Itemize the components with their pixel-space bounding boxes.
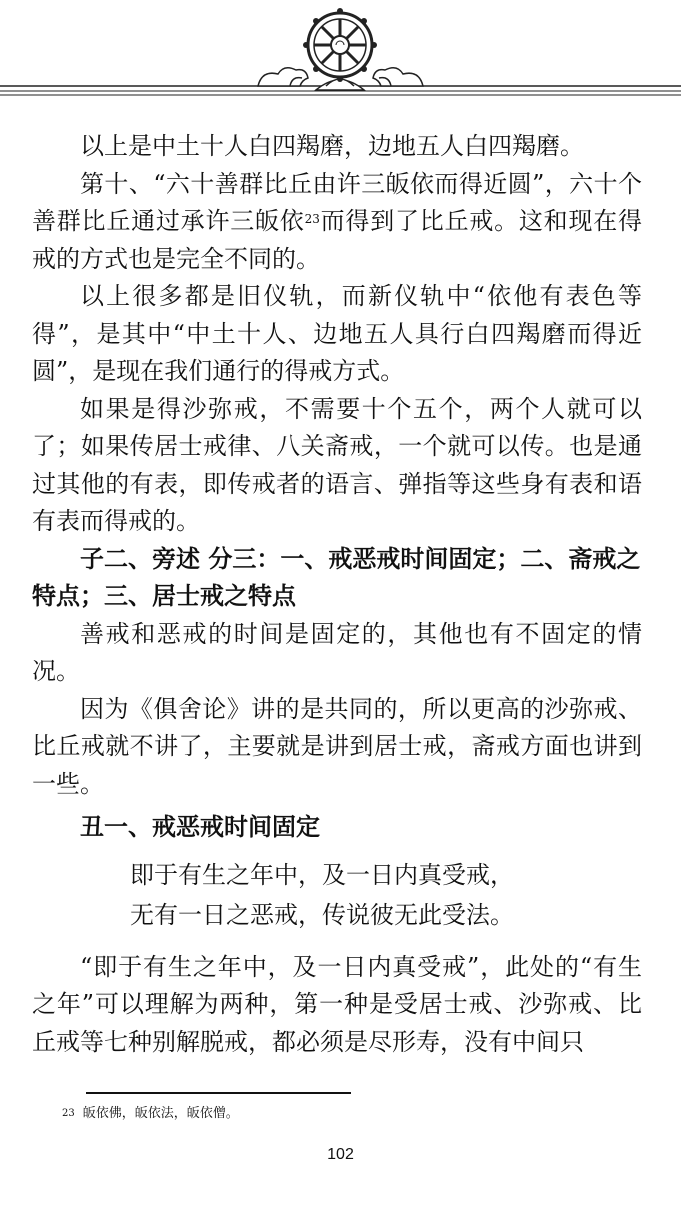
verse-line-2: 无有一日之恶戒，传说彼无此受法。 <box>130 900 514 929</box>
page-body <box>32 128 642 1061</box>
paragraph-7: “即于有生之年中，及一日内真受戒”，此处的“有生之年”可以理解为两种，第一种是受居士戒、沙弥戒、比丘戒等七种别解脱戒，都必须是尽形寿，没有中间只 <box>32 952 642 1056</box>
footnote <box>62 1104 239 1124</box>
page-number: 102 <box>327 1146 354 1163</box>
sub-heading: 丑一、戒恶戒时间固定 <box>80 813 320 841</box>
dharma-wheel-ornament <box>0 0 681 110</box>
paragraph-4: 如果是得沙弥戒，不需要十个五个，两个人就可以了；如果传居士戒律、八关斋戒，一个就可以传。也是通过其他的有表，即传戒者的语言、弹指等这些身有表和语有表而得戒的。 <box>32 394 642 535</box>
section-heading: 子二、旁述 分三：一、戒恶戒时间固定；二、斋戒之特点；三、居士戒之特点 <box>32 544 641 610</box>
paragraph-6: 因为《俱舍论》讲的是共同的，所以更高的沙弥戒、比丘戒就不讲了，主要就是讲到居士戒，斋戒方面也讲到一些。 <box>32 694 642 798</box>
paragraph-1: 以上是中土十人白四羯磨，边地五人白四羯磨。 <box>80 132 584 160</box>
paragraph-2-tail: 而得到了比丘戒。这和现在得戒的方式也是完全不同的。 <box>32 207 643 273</box>
paragraph-5: 善戒和恶戒的时间是固定的，其他也有不固定的情况。 <box>32 619 642 685</box>
page-header <box>0 0 681 110</box>
footnote-number: 23 <box>62 1108 75 1119</box>
verse-block <box>32 855 642 935</box>
footnote-ref: 23 <box>304 212 320 226</box>
footnote-text: 皈依佛，皈依法，皈依僧。 <box>82 1106 239 1121</box>
paragraph-2-head: 第十、“六十善群比丘由许三皈依而得近圆”，六十个善群比丘通过承许三皈依 <box>32 169 642 235</box>
footnote-divider <box>86 1092 351 1094</box>
verse-line-1: 即于有生之年中，及一日内真受戒， <box>130 860 514 889</box>
paragraph-2 <box>32 166 642 279</box>
paragraph-3: 以上很多都是旧仪轨，而新仪轨中“依他有表色等得”，是其中“中土十人、边地五人具行白四羯磨而得近圆”，是现在我们通行的得戒方式。 <box>32 282 642 385</box>
